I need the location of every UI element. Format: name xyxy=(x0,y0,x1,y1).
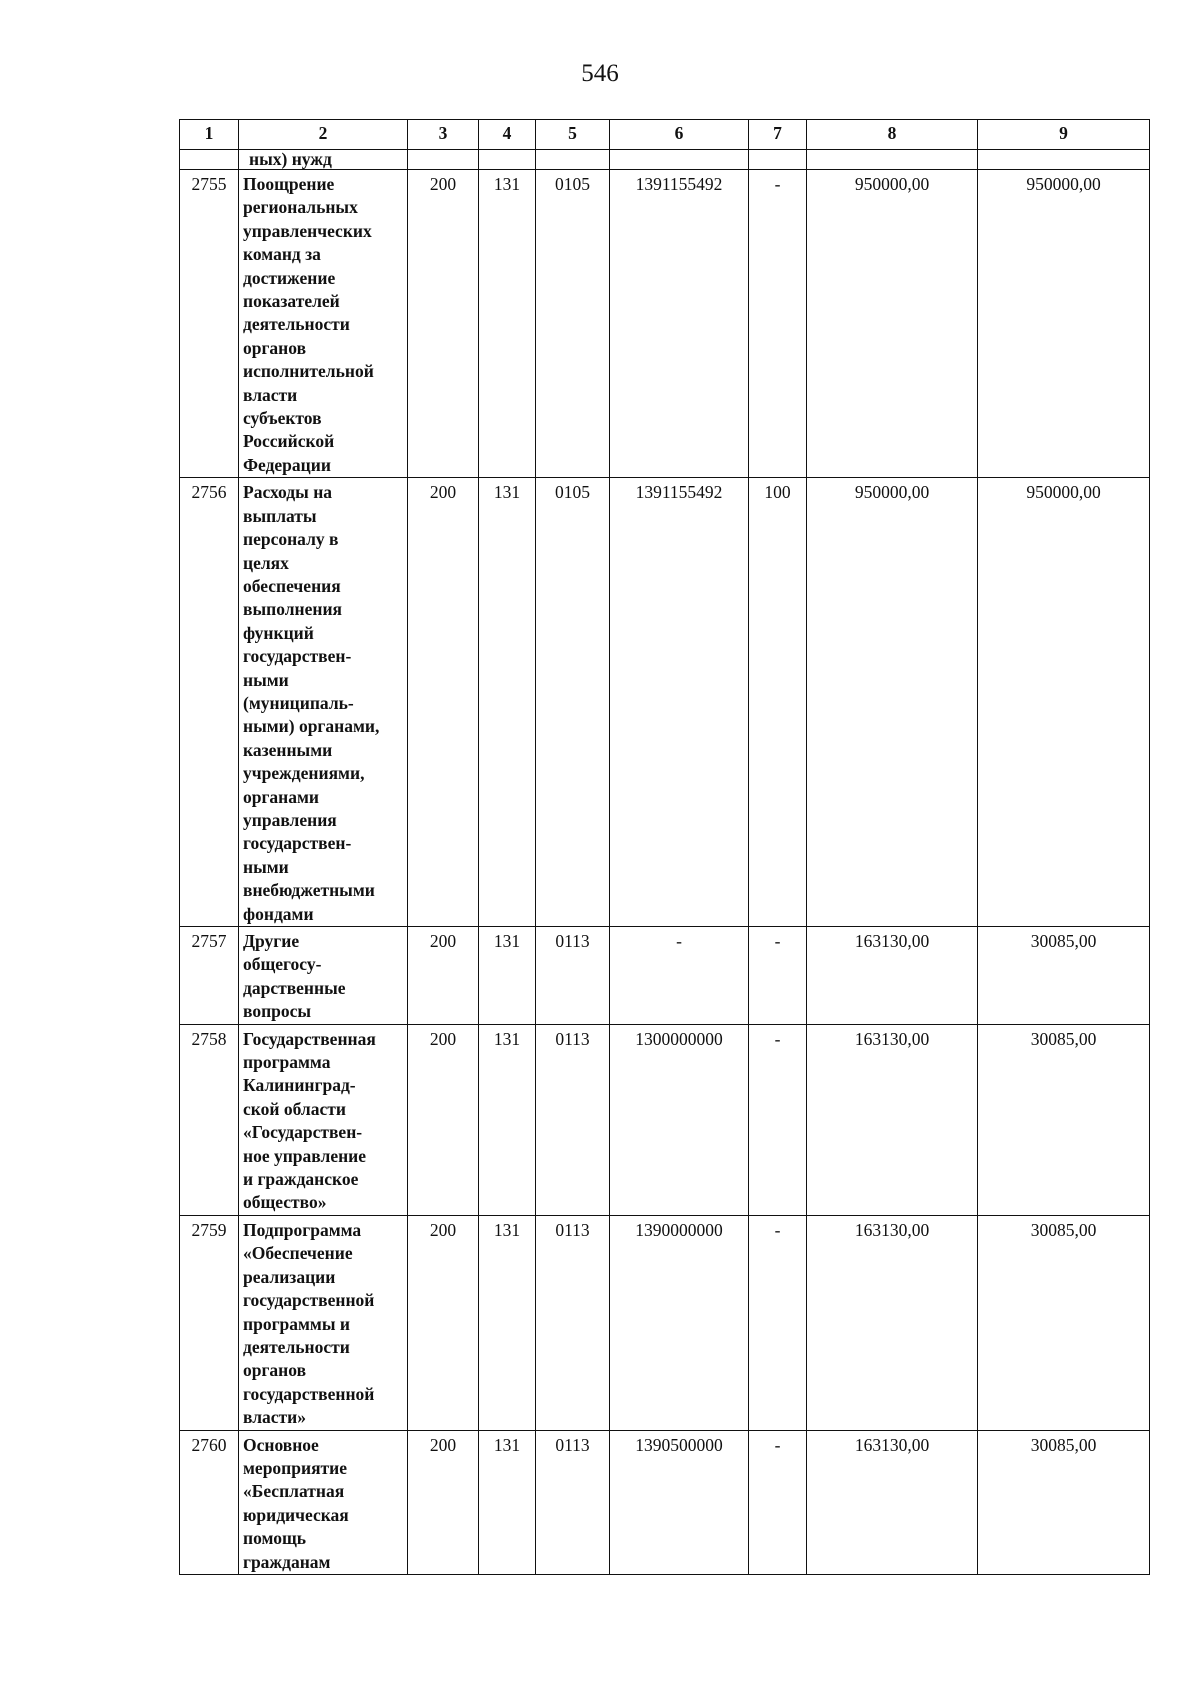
row-col-7: - xyxy=(749,1215,807,1430)
column-header: 8 xyxy=(807,120,978,150)
column-header: 6 xyxy=(610,120,749,150)
row-col-3: 200 xyxy=(408,1024,479,1215)
row-col-8: 163130,00 xyxy=(807,1024,978,1215)
row-col-4: 131 xyxy=(479,1430,536,1574)
column-header: 3 xyxy=(408,120,479,150)
table-row xyxy=(180,1215,1150,1430)
table-row xyxy=(180,170,1150,478)
row-col-5: 0113 xyxy=(536,927,610,1025)
table-row xyxy=(180,1430,1150,1574)
row-col-5: 0113 xyxy=(536,1024,610,1215)
row-col-8: 950000,00 xyxy=(807,478,978,927)
row-col-9: 30085,00 xyxy=(978,1430,1150,1574)
column-header-row xyxy=(180,120,1150,150)
row-col-9: 30085,00 xyxy=(978,1215,1150,1430)
row-col-4: 131 xyxy=(479,1215,536,1430)
row-name: Подпрограмма «Обеспечение реализации государственной программы и деятельности органов государственной власти» xyxy=(239,1215,408,1430)
column-header: 1 xyxy=(180,120,239,150)
row-col-7: - xyxy=(749,1024,807,1215)
row-name: Государственная программа Калининград- ской области «Государствен- ное управление и гражданское общество» xyxy=(239,1024,408,1215)
row-col-4: 131 xyxy=(479,170,536,478)
continuation-row xyxy=(180,150,1150,170)
row-col-4: 131 xyxy=(479,1024,536,1215)
column-header: 4 xyxy=(479,120,536,150)
row-col-4: 131 xyxy=(479,927,536,1025)
row-col-3: 200 xyxy=(408,478,479,927)
row-col-8: 950000,00 xyxy=(807,170,978,478)
row-col-8: 163130,00 xyxy=(807,927,978,1025)
row-col-8: 163130,00 xyxy=(807,1430,978,1574)
column-header: 7 xyxy=(749,120,807,150)
row-name: Поощрение региональных управленческих команд за достижение показателей деятельности органов исполнительной власти субъектов Российской Федерации xyxy=(239,170,408,478)
row-col-6: 1391155492 xyxy=(610,170,749,478)
row-number: 2759 xyxy=(180,1215,239,1430)
row-name: Расходы на выплаты персоналу в целях обеспечения выполнения функций государствен- ными (муниципаль- ными) органами, казенными учреждениями, органами управления государствен- ными внебюджетными фондами xyxy=(239,478,408,927)
table-row xyxy=(180,478,1150,927)
row-col-6: 1390500000 xyxy=(610,1430,749,1574)
row-col-3: 200 xyxy=(408,1430,479,1574)
row-col-9: 30085,00 xyxy=(978,927,1150,1025)
page-number: 546 xyxy=(581,60,619,87)
budget-table xyxy=(179,119,1150,1575)
row-col-6: 1300000000 xyxy=(610,1024,749,1215)
row-number: 2757 xyxy=(180,927,239,1025)
row-col-5: 0113 xyxy=(536,1215,610,1430)
row-name: Основное мероприятие «Бесплатная юридическая помощь гражданам xyxy=(239,1430,408,1574)
row-col-3: 200 xyxy=(408,1215,479,1430)
table-row xyxy=(180,1024,1150,1215)
row-number: 2756 xyxy=(180,478,239,927)
row-col-4: 131 xyxy=(479,478,536,927)
table-row xyxy=(180,927,1150,1025)
column-header: 9 xyxy=(978,120,1150,150)
row-name: Другие общегосу- дарственные вопросы xyxy=(239,927,408,1025)
row-col-3: 200 xyxy=(408,170,479,478)
row-col-3: 200 xyxy=(408,927,479,1025)
row-col-9: 30085,00 xyxy=(978,1024,1150,1215)
row-col-5: 0113 xyxy=(536,1430,610,1574)
row-col-6: 1391155492 xyxy=(610,478,749,927)
row-col-8: 163130,00 xyxy=(807,1215,978,1430)
row-col-9: 950000,00 xyxy=(978,170,1150,478)
row-col-5: 0105 xyxy=(536,478,610,927)
column-header: 5 xyxy=(536,120,610,150)
row-number: 2760 xyxy=(180,1430,239,1574)
row-col-7: 100 xyxy=(749,478,807,927)
row-col-6: - xyxy=(610,927,749,1025)
row-col-7: - xyxy=(749,927,807,1025)
row-col-7: - xyxy=(749,170,807,478)
row-col-7: - xyxy=(749,1430,807,1574)
row-number: 2755 xyxy=(180,170,239,478)
row-col-9: 950000,00 xyxy=(978,478,1150,927)
continuation-text: ных) нужд xyxy=(239,150,408,170)
row-number: 2758 xyxy=(180,1024,239,1215)
row-col-6: 1390000000 xyxy=(610,1215,749,1430)
row-col-5: 0105 xyxy=(536,170,610,478)
column-header: 2 xyxy=(239,120,408,150)
